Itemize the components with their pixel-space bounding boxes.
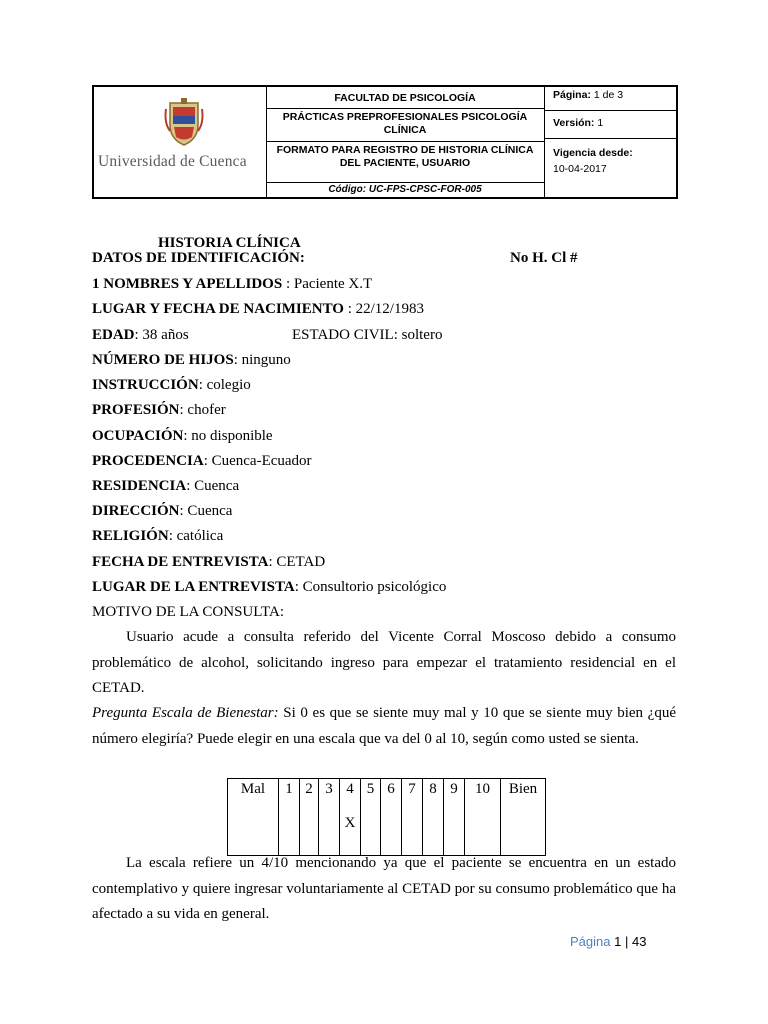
footer-page-number: 1 bbox=[614, 934, 622, 949]
history-number-label: No H. Cl # bbox=[510, 250, 578, 266]
document-header-table bbox=[92, 85, 678, 199]
page-value: 1 de 3 bbox=[593, 89, 624, 101]
field-value: : chofer bbox=[179, 402, 226, 418]
page-footer bbox=[570, 934, 646, 949]
field-origin bbox=[92, 452, 312, 470]
field-value: : no disponible bbox=[183, 428, 273, 444]
scale-question-label: Pregunta Escala de Bienestar: bbox=[92, 705, 279, 721]
format-title bbox=[266, 142, 544, 183]
version-value: 1 bbox=[597, 117, 604, 129]
scale-low-label: Mal bbox=[228, 779, 279, 856]
scale-number: 6 bbox=[381, 779, 402, 856]
scale-number: 7 bbox=[402, 779, 423, 856]
footer-page-word: Página bbox=[570, 934, 611, 949]
scale-number: 9 bbox=[444, 779, 465, 856]
field-value: : Cuenca bbox=[179, 503, 233, 519]
scale-number: 8 bbox=[423, 779, 444, 856]
page-info bbox=[553, 89, 623, 101]
scale-mark: X bbox=[344, 815, 356, 831]
field-label: EDAD bbox=[92, 327, 135, 343]
motive-heading: MOTIVO DE LA CONSULTA: bbox=[92, 604, 284, 620]
field-value: : Paciente X.T bbox=[282, 276, 373, 292]
valid-label: Vigencia desde: bbox=[553, 147, 633, 159]
scale-number: 10 bbox=[465, 779, 501, 856]
scale-number-selected bbox=[340, 779, 361, 856]
field-value: : CETAD bbox=[268, 554, 326, 570]
field-label: RELIGIÓN bbox=[92, 528, 169, 544]
field-profession bbox=[92, 401, 226, 419]
field-label: LUGAR DE LA ENTREVISTA bbox=[92, 579, 295, 595]
field-value: : colegio bbox=[198, 377, 251, 393]
field-interview-date bbox=[92, 553, 325, 571]
field-occupation bbox=[92, 427, 273, 445]
field-value: : Cuenca bbox=[186, 478, 240, 494]
practices-title: PRÁCTICAS PREPROFESIONALES PSICOLOGÍA CLÍNICA bbox=[266, 109, 544, 142]
footer-total-pages: 43 bbox=[631, 934, 647, 949]
university-crest-icon bbox=[164, 97, 204, 147]
conclusion-paragraph bbox=[92, 851, 676, 928]
field-religion bbox=[92, 527, 223, 545]
format-title-line2: DEL PACIENTE, USUARIO bbox=[339, 157, 471, 169]
footer-separator: | bbox=[624, 934, 629, 949]
field-label: DIRECCIÓN bbox=[92, 503, 180, 519]
scale-question-text: Si 0 es que se siente muy mal y 10 que se siente muy bien ¿qué número elegiría? Puede elegir en una escala que va del 0 al 10, según como usted se sienta. bbox=[92, 705, 677, 747]
scale-question-paragraph bbox=[92, 701, 676, 752]
scale-number: 5 bbox=[361, 779, 381, 856]
version-info bbox=[553, 117, 603, 129]
divider bbox=[545, 138, 676, 139]
scale-high-label: Bien bbox=[501, 779, 546, 856]
valid-value: 10-04-2017 bbox=[553, 163, 607, 175]
form-code: Código: UC-FPS-CPSC-FOR-005 bbox=[328, 184, 482, 195]
document-title: HISTORIA CLÍNICA bbox=[158, 235, 301, 251]
wellbeing-scale-table bbox=[227, 778, 546, 856]
field-label: LUGAR Y FECHA DE NACIMIENTO bbox=[92, 301, 344, 317]
field-birth bbox=[92, 300, 424, 318]
field-value: : católica bbox=[168, 528, 224, 544]
university-name: Universidad de Cuenca bbox=[98, 153, 247, 170]
faculty-title: FACULTAD DE PSICOLOGÍA bbox=[266, 87, 544, 109]
field-education bbox=[92, 376, 251, 394]
field-label: FECHA DE ENTREVISTA bbox=[92, 554, 269, 570]
field-value: : 22/12/1983 bbox=[343, 301, 424, 317]
conclusion-text: La escala refiere un 4/10 mencionando ya que el paciente se encuentra en un estado contemplativo y quiere ingresar voluntariamente al CETAD por su consumo problemático que ha afectado a su vida en general. bbox=[92, 855, 676, 922]
field-value: : 38 años bbox=[134, 327, 189, 343]
scale-number: 4 bbox=[346, 781, 354, 797]
field-age bbox=[92, 326, 189, 344]
field-value: : ninguno bbox=[233, 352, 291, 368]
field-label: INSTRUCCIÓN bbox=[92, 377, 199, 393]
field-label: PROFESIÓN bbox=[92, 402, 180, 418]
field-interview-place bbox=[92, 578, 446, 596]
field-label: NÚMERO DE HIJOS bbox=[92, 352, 234, 368]
field-label: PROCEDENCIA bbox=[92, 453, 204, 469]
field-label: 1 NOMBRES Y APELLIDOS bbox=[92, 276, 283, 292]
field-children bbox=[92, 351, 291, 369]
page-label: Página: bbox=[553, 89, 591, 101]
scale-number: 2 bbox=[300, 779, 319, 856]
field-residence bbox=[92, 477, 239, 495]
version-label: Versión: bbox=[553, 117, 595, 129]
header-center-column bbox=[266, 87, 545, 197]
field-label: RESIDENCIA bbox=[92, 478, 187, 494]
motive-text: Usuario acude a consulta referido del Vicente Corral Moscoso debido a consumo problemático de alcohol, solicitando ingreso para empezar el tratamiento residencial en el CETAD. bbox=[92, 629, 676, 696]
section-heading: DATOS DE IDENTIFICACIÓN: bbox=[92, 250, 305, 266]
field-civil-status: ESTADO CIVIL: soltero bbox=[292, 327, 443, 343]
field-value: : Consultorio psicológico bbox=[294, 579, 447, 595]
field-label: OCUPACIÓN bbox=[92, 428, 184, 444]
field-value: : Cuenca-Ecuador bbox=[203, 453, 312, 469]
field-address bbox=[92, 502, 232, 520]
header-right-column bbox=[545, 87, 677, 197]
scale-number: 3 bbox=[319, 779, 340, 856]
divider bbox=[545, 110, 676, 111]
field-names bbox=[92, 275, 372, 293]
logo-cell bbox=[94, 87, 267, 197]
motive-paragraph bbox=[92, 625, 676, 702]
scale-number: 1 bbox=[279, 779, 300, 856]
format-title-line1: FORMATO PARA REGISTRO DE HISTORIA CLÍNICA bbox=[276, 144, 534, 156]
